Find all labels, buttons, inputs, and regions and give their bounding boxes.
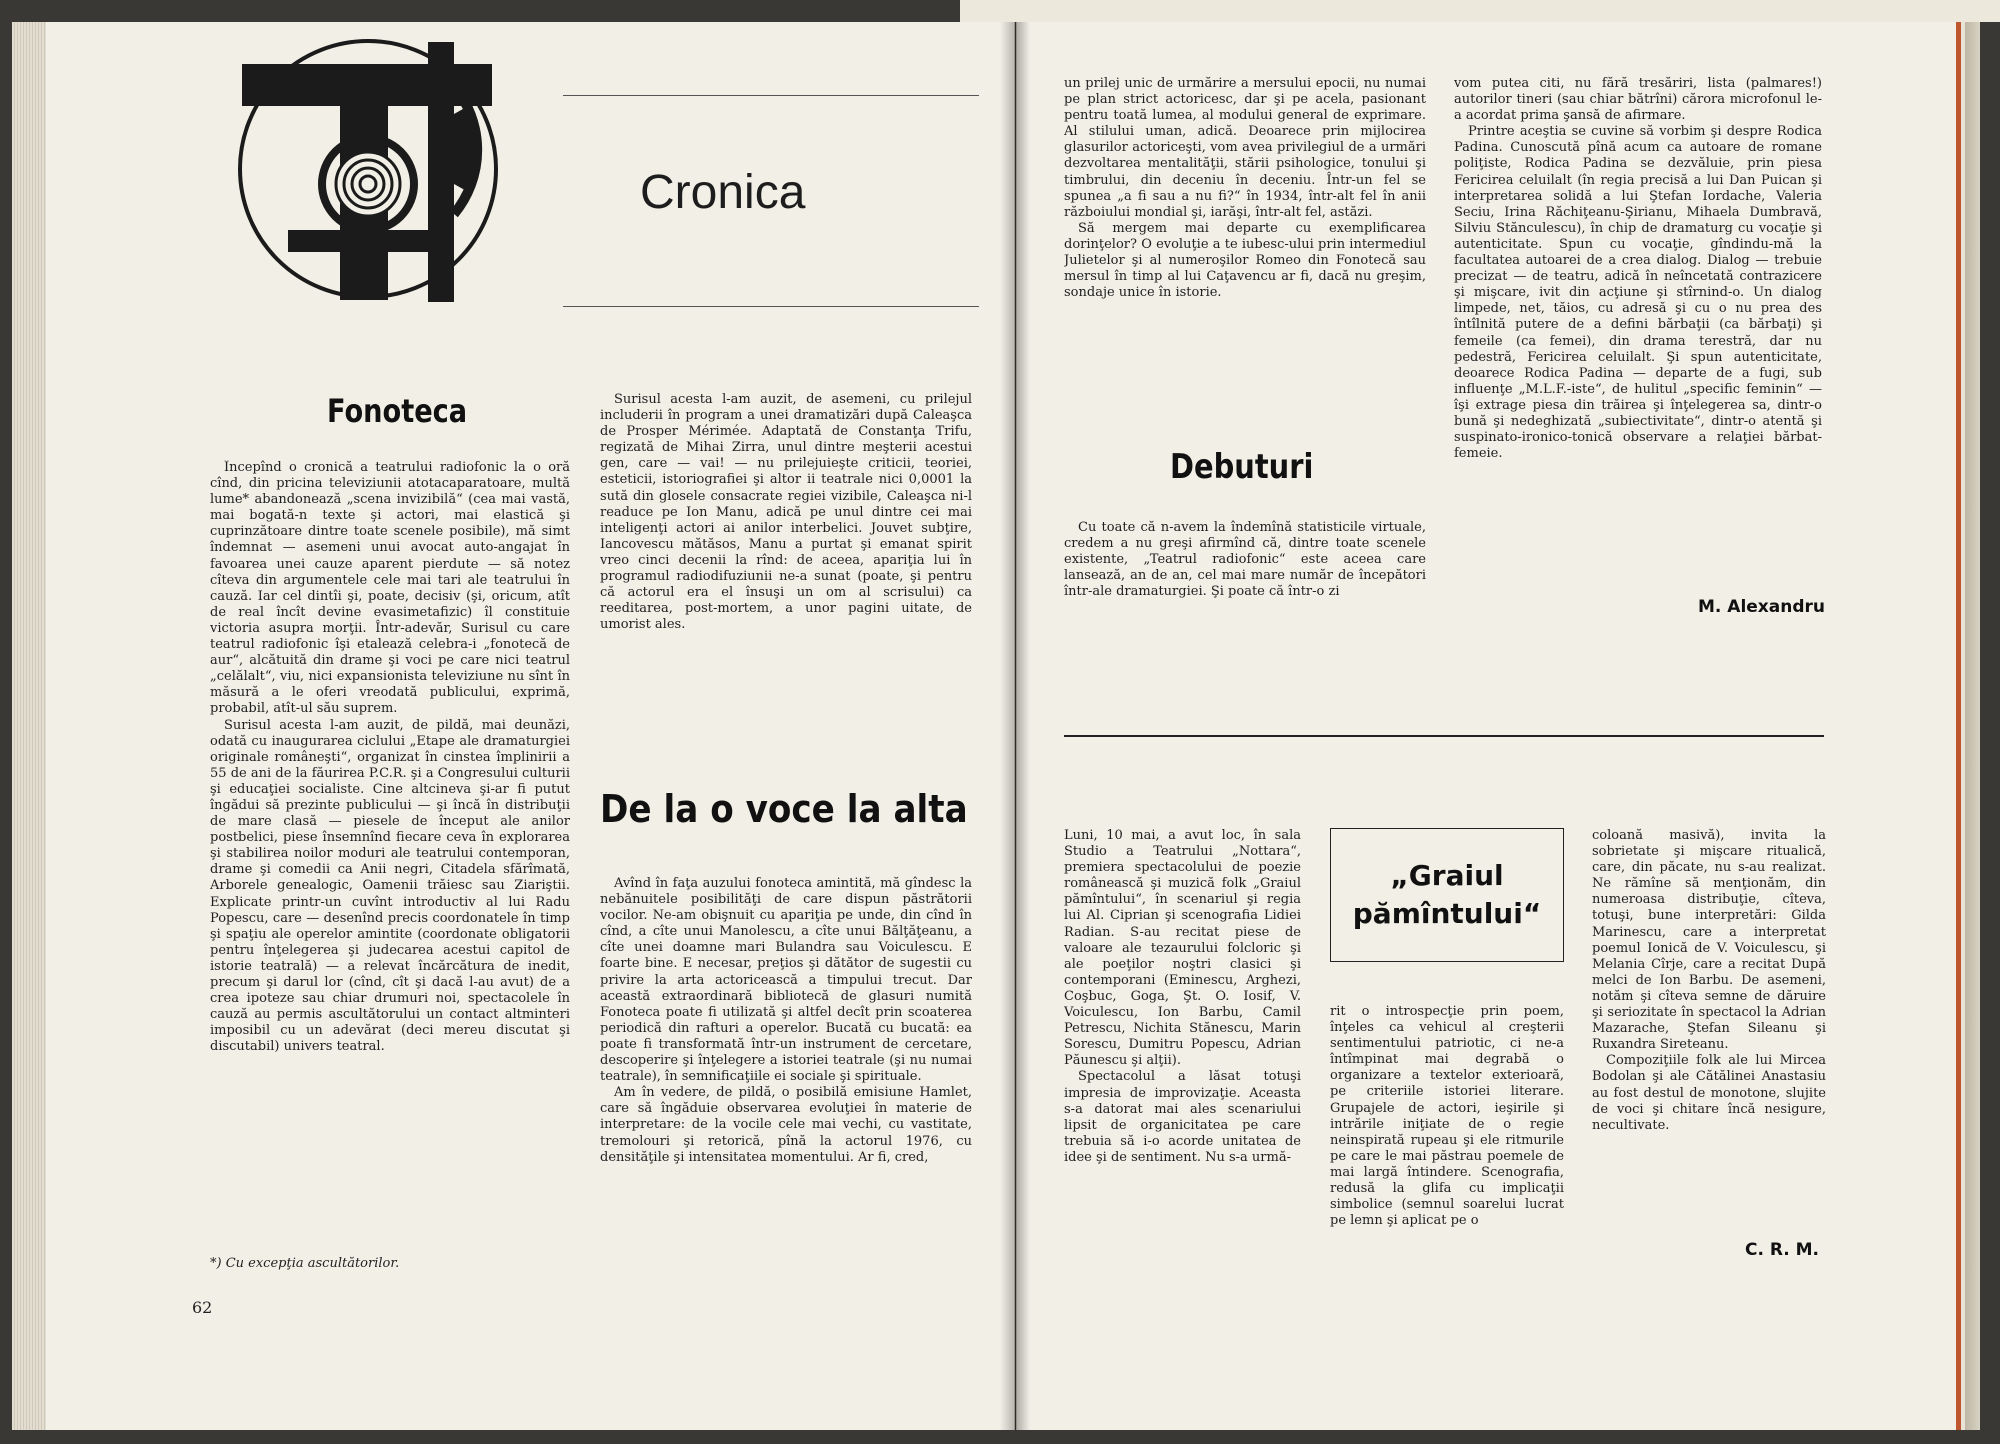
paragraph: vom putea citi, nu fără tresăriri, lista (palmares!) autorilor tineri (sau chiar bătrîni) cărora microfonul le-a acordat prima şansă de afirmare. [1454,76,1822,124]
signature: C. R. M. [1745,1240,1820,1260]
de-la-o-voce-heading: De la o voce la alta [600,787,968,831]
paragraph: Compoziţiile folk ale lui Mircea Bodolan şi ale Cătălinei Anastasiu au fost destul de monotone, slujite de voci şi chitare încă nesigure, necultivate. [1592,1053,1826,1133]
background-strip [960,0,2000,22]
page-number: 62 [192,1298,213,1317]
paragraph: Cu toate că n-avem la îndemînă statisticile virtuale, credem a nu greşi afirmînd că, dintre toate scenele existente, „Teatrul radiofonic“ este aceea care lansează, an de an, cel mai mare număr de începători într-ale dramaturgiei. Şi poate că într-o zi [1064,520,1426,600]
fonoteca-column-1 [210,460,570,1245]
graiul-column-3 [1592,828,1826,1238]
graiul-column-2 [1330,1004,1564,1274]
debuturi-column [1064,520,1426,630]
fonoteca-heading: Fonoteca [327,392,468,430]
teatru-logo-icon [228,34,558,304]
title-rule-bottom [563,306,979,307]
footnote: *) Cu excepţia ascultătorilor. [210,1256,400,1271]
right-page-column-2 [1454,76,1822,584]
left-page-edges [12,22,46,1430]
graiul-column-1 [1064,828,1301,1273]
paragraph: rit o introspecţie prin poem, înţeles ca vehicul al creşterii sentimentului patriotic, ci ne-a întîmpinat mai degrabă o organizare a textelor exterioară, pe criteriile istoriei literare. Grupajele de actori, ieşirile şi intrările iniţiate de o regie neinspirată rupeau şi ele ritmurile pe care le mai păstrau poemele de mai largă întindere. Scenografia, redusă la glifa cu implicaţii simbolice (semnul soarelui lucrat pe lemn şi aplicat pe o [1330,1004,1564,1229]
paragraph: Spectacolul a lăsat totuşi impresia de improvizaţie. Aceasta s-a datorat mai ales scenariului lipsit de organicitatea pe care trebuia să i-o acorde unitatea de idee şi de sentiment. Nu s-a urmă- [1064,1069,1301,1165]
paragraph: Am în vedere, de pildă, o posibilă emisiune Hamlet, care să îngăduie observarea evoluţiei în materie de interpretare: de la vocile cele mai vechi, cu vastitate, tremolouri şi retorică, pînă la actorul 1976, cu densităţile şi intensitatea momentului. Ar fi, cred, [600,1085,972,1165]
paragraph: Surisul acesta l-am auzit, de asemeni, cu prilejul includerii în program a unei dramatizări după Caleaşca de Prosper Mérimée. Adaptată de Constanţa Trifu, regizată de Mihai Zirra, unul dintre meşterii acestui gen, care — vai! — nu prilejuieşte criticii, teoriei, esteticii, istoriografiei şi altor ii teatrale nici 0,0001 la sută din glosele consacrate regiei vizibile, Caleaşca ni-l readuce pe Ion Manu, adică pe unul dintre cei mai inteligenţi actori ai anilor interbelici. Jouvet subţire, Iancovescu mătăsos, Manu a purtat şi emanat spirit vreo cinci decenii la rînd: de aceea, apariţia lui în programul radiodifuziunii ne-a sunat (poate, şi pentru că actorul era el însuşi un om al scrisului) ca reeditarea, post-mortem, a unor pagini uitate, de umorist ales. [600,392,972,633]
paragraph: Să mergem mai departe cu exemplificarea dorinţelor? O evoluţie a te iubesc-ului prin intermediul Julietelor şi al numeroşilor Romeo din Fonotecă sau mersul în timp al lui Caţavencu ar fi, dacă nu greşim, sondaje unice în istorie. [1064,220,1426,301]
signature: M. Alexandru [1698,597,1826,617]
graiul-box-title: „Graiul pămîntului“ [1330,828,1564,962]
paragraph: Luni, 10 mai, a avut loc, în sala Studio a Teatrului „Nottara“, premiera spectacolului de poezie românească şi muzică folk „Graiul pămîntului“, în scenariul şi regia lui Al. Ciprian şi scenografia Lidiei Radian. S-au recitat piese de valoare ale tezaurului folcloric şi ale poeţilor noştri clasici şi contemporani (Eminescu, Arghezi, Coşbuc, Goga, Şt. O. Iosif, V. Voiculescu, Ion Barbu, Camil Petrescu, Nichita Stănescu, Marin Sorescu, Dumitru Popescu, Adrian Păunescu şi alţii). [1064,828,1301,1069]
section-title: Cronica [640,166,806,219]
de-la-o-voce-column [600,876,972,1281]
paragraph: coloană masivă), invita la sobrietate şi mişcare ritualică, care, din păcate, nu s-au realizat. Ne rămîne să menţionăm, din numeroasa distribuţie, cîteva, totuşi, bune interpretări: Gilda Marinescu, care a interpretat poemul Ionică de V. Voiculescu, şi Melania Cîrje, care a recitat După melci de Ion Barbu. De asemeni, notăm şi cîteva semne de dăruire şi seriozitate în spectacol la Adrian Mazarache, Ştefan Sileanu şi Ruxandra Sireteanu. [1592,828,1826,1053]
right-page-edges [1956,22,1980,1430]
paragraph: Începînd o cronică a teatrului radiofonic la o oră cînd, din pricina televiziunii atotacaparatoare, multă lume* abandonează „scena invizibilă“ (cea mai vastă, mai bogată-n texte şi actori, mai elastică şi cuprinzătoare dintre toate scenele posibile), mă simt îndemnat — asemeni unui avocat auto-angajat în favoarea unei cauze aparent pierdute — să notez cîteva din argumentele cele mai tari ale teatrului în cauză. Iar cel dintîi şi, poate, decisiv (şi, oricum, atît de real încît devine evasimetafizic) îl constituie victoria asupra morţii. Într-adevăr, Surisul cu care teatrul radiofonic îşi etalează celebra-i „fonotecă de aur“, alcătuită din drame şi voci pe care nici teatrul „celălalt“, viu, nici expansionista televiziune nu sînt în măsură a le oferi vreodată publicului, exprimă, probabil, atît-ul său suprem. [210,460,570,717]
right-page-column-1 [1064,76,1426,376]
title-rule-top [563,95,979,96]
paragraph: Printre aceştia se cuvine să vorbim şi despre Rodica Padina. Cunoscută pînă acum ca autoare de romane poliţiste, Rodica Padina se dezvăluie, prin piesa Fericirea celuilalt (în regia precisă a lui Dan Puican şi interpretarea solidă a lui Ştefan Iordache, Valeria Seciu, Irina Răchiţeanu-Şirianu, Mihaela Dumbravă, Silviu Stănculescu), în chip de dramaturg cu vocaţie şi autenticitate. Spun cu vocaţie, gîndindu-mă la facultatea autoarei de a crea dialog. Dialog — trebuie precizat — de teatru, adică în neîncetată contrazicere şi mişcare, ivit din acţiune şi stîrnind-o. Un dialog limpede, net, tăios, cu adresă şi cu o nu prea des întîlnită putere de a defini bărbaţii (ca bărbaţi) şi femeile (ca femei), din drama terestră, dar nu pedestră, Fericirea celuilalt. Şi spun autenticitate, deoarece Rodica Padina — departe de a fugi, sub influenţe „M.L.F.-iste“, de hulitul „specific feminin“ — îşi extrage piesa din trăirea şi înţelegerea sa, dintr-o bună şi nedeghizată „subiectivitate“, dintr-o atentă şi suspinato-ironico-tonică observare a relaţiei bărbat-femeie. [1454,124,1822,462]
paragraph: un prilej unic de urmărire a mersului epocii, nu numai pe plan strict actoricesc, dar şi pe acela, pasionant pentru toată lumea, al modului general de exprimare. Al stilului uman, adică. Deoarece prin mijlocirea glasurilor actoriceşti, vom avea privilegiul de a urmări dezvoltarea mentalităţii, stării psihologice, tonului şi timbrului, din deceniu în deceniu. Într-un fel se spunea „a fi sau a nu fi?“ în 1934, într-alt fel în anii războiului mondial şi, iarăşi, într-alt fel, astăzi. [1064,76,1426,220]
paragraph: Surisul acesta l-am auzit, de pildă, mai deunăzi, odată cu inaugurarea ciclului „Etape ale dramaturgiei originale româneşti“, organizat în cinstea împlinirii a 55 de ani de la făurirea P.C.R. şi a Congresului culturii şi educaţiei socialiste. Cine altcineva şi-ar fi putut îngădui să prezinte publicului — şi încă în distribuţii de mare clasă — piesele de început ale anilor postbelici, piese însemnînd fiecare ceva în explorarea şi stabilirea noilor moduri ale teatrului contemporan, drame şi comedii ca Anii negri, Citadela sfărîmată, Arborele genealogic, Oamenii trăiesc sau Ziariştii. Explicate printr-un cuvînt introductiv al lui Radu Popescu, care — desenînd precis coordonatele în timp şi spaţiu ale operelor amintite (coordonate obligatorii pentru înţelegerea şi judecarea acestui capitol de istorie teatrală) — a relevat încărcătura de inedit, precum şi darul lor (cînd, cît şi dacă l-au avut) de a crea ipoteze sau chiar drumuri noi, spectacolele în cauză au permis ascultătorului un contact altminteri imposibil cu un adevărat (deci mereu discutat şi discutabil) univers teatral. [210,717,570,1055]
middle-column-top [600,392,972,712]
debuturi-heading: Debuturi [1170,447,1314,487]
section-divider [1064,735,1824,737]
paragraph: Avînd în faţa auzului fonoteca amintită, mă gîndesc la nebănuitele posibilităţi de care dispun păstrătorii vocilor. Ne-am obişnuit cu apariţia pe unde, din cînd în cînd, a cîte unui Manolescu, a cîte unui Bălţăţeanu, a cîte unei doamne mari Bulandra sau Voiculescu. E foarte bine. E necesar, preţios şi dătător de sugestii cu privire la arta actoricească a timpului trecut. Dar această extraordinară bibliotecă de glasuri numită Fonoteca poate fi utilizată şi altfel decît prin scoaterea periodică din rafturi a operelor. Bucată cu bucată: ea poate fi transformată într-un instrument de cercetare, descoperire şi înţelegere a istoriei teatrale (şi nu numai teatrale), în semnificaţiile ei sociale şi spirituale. [600,876,972,1085]
book-gutter [1000,22,1030,1430]
